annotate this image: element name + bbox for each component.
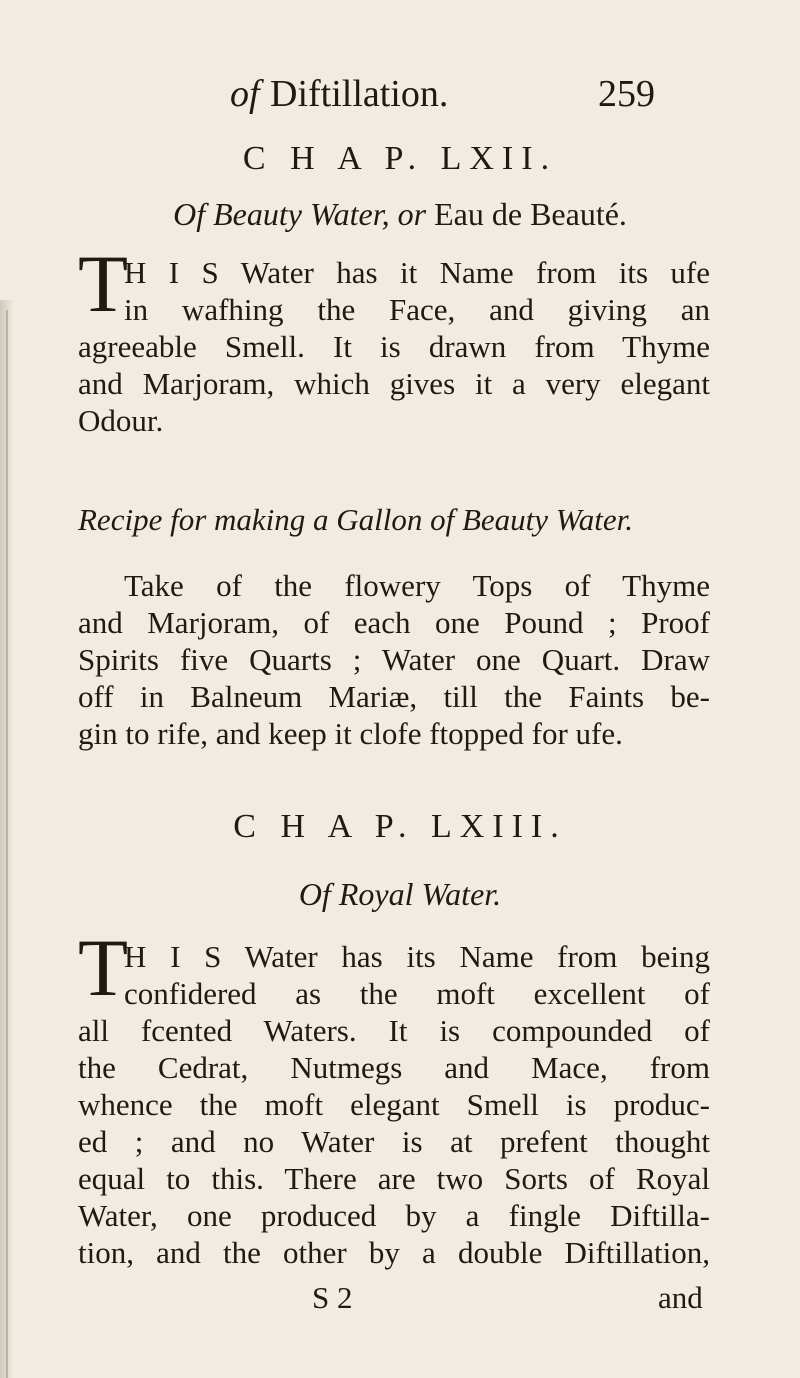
subtitle-of: Of xyxy=(298,876,331,912)
text-line: tion, and the other by a double Diftillation, xyxy=(78,1235,710,1270)
recipe-heading: Recipe for making a Gallon of Beauty Water. xyxy=(78,502,634,537)
running-head xyxy=(230,72,670,122)
text-line: and Marjoram, which gives it a very elegant xyxy=(78,366,710,401)
text-line: ed ; and no Water is at prefent thought xyxy=(78,1124,710,1159)
subtitle-or: or xyxy=(397,196,427,232)
subtitle-italic: Royal Water. xyxy=(338,876,502,912)
page-number: 259 xyxy=(598,73,655,115)
text-line: confidered as the moft excellent of xyxy=(124,976,710,1011)
text-line: H I S Water has its Name from being xyxy=(124,939,710,974)
text-line: Take of the flowery Tops of Thyme xyxy=(124,568,710,603)
text-line: and Marjoram, of each one Pound ; Proof xyxy=(78,605,710,640)
signature-mark: S 2 xyxy=(312,1280,353,1315)
recipe-paragraph xyxy=(78,567,710,752)
text-line: Odour. xyxy=(78,403,164,438)
page-footer xyxy=(0,1280,800,1320)
drop-cap: T xyxy=(78,238,129,329)
subtitle-roman: Eau de Beauté. xyxy=(434,196,627,232)
running-head-of: of xyxy=(230,73,260,115)
text-line: gin to rife, and keep it clofe ftopped for ufe. xyxy=(78,716,623,751)
running-head-title: Diftillation. xyxy=(270,73,449,115)
text-line: in wafhing the Face, and giving an xyxy=(124,292,710,327)
subtitle-italic: Beauty Water, xyxy=(213,196,390,232)
text-line: the Cedrat, Nutmegs and Mace, from xyxy=(78,1050,710,1085)
chapter-heading: C H A P. LXII. xyxy=(242,140,558,177)
chapter-subtitle xyxy=(0,876,800,913)
drop-cap: T xyxy=(78,922,129,1013)
text-line: whence the moft elegant Smell is produc- xyxy=(78,1087,710,1122)
subtitle-of: Of xyxy=(173,196,206,232)
paragraph xyxy=(78,938,710,1271)
text-line: Water, one produced by a fingle Diftilla- xyxy=(78,1198,710,1233)
text-line: off in Balneum Mariæ, till the Faints be- xyxy=(78,679,710,714)
text-line: agreeable Smell. It is drawn from Thyme xyxy=(78,329,710,364)
text-line: all fcented Waters. It is compounded of xyxy=(78,1013,710,1048)
chapter-heading: C H A P. LXIII. xyxy=(233,808,567,845)
text-line: equal to this. There are two Sorts of Royal xyxy=(78,1161,710,1196)
paragraph xyxy=(78,254,710,439)
catchword: and xyxy=(658,1280,703,1315)
text-line: H I S Water has it Name from its ufe xyxy=(124,255,710,290)
text-line: Spirits five Quarts ; Water one Quart. Draw xyxy=(78,642,710,677)
chapter-subtitle xyxy=(0,196,800,233)
